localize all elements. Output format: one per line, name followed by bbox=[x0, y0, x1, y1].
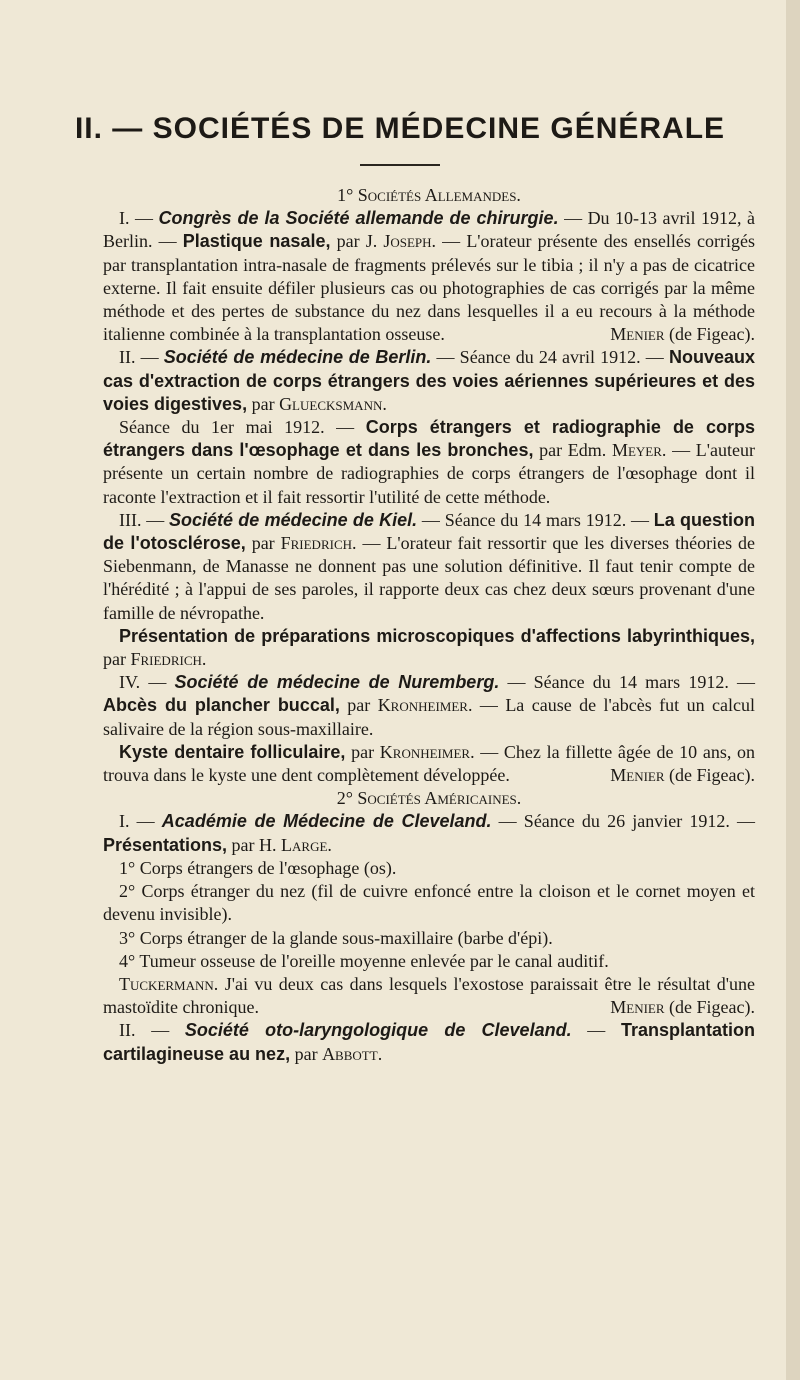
section-heading-german: 1° Sociétés Allemandes. bbox=[337, 185, 521, 205]
meeting-date: — Du 10-13 avril 1912, à Berlin. — bbox=[103, 208, 755, 252]
meeting-date: — Séance du 14 mars 1912. — bbox=[417, 509, 654, 530]
paragraph-tuckermann bbox=[103, 973, 755, 1019]
author-name: Kronheimer bbox=[379, 741, 471, 762]
topic-title: Plastique nasale, bbox=[182, 231, 331, 252]
topic-title: Abcès du plancher buccal, bbox=[103, 695, 340, 716]
article-body bbox=[103, 184, 755, 1066]
page-gutter bbox=[786, 0, 800, 1380]
list-item: 1° Corps étrangers de l'œsophage (os). bbox=[119, 857, 397, 878]
author-name: Tuckermann bbox=[119, 973, 214, 994]
entry-number: III. — bbox=[119, 509, 170, 530]
section-heading-american: 2° Sociétés Américaines. bbox=[336, 788, 522, 809]
topic-title: Corps étrangers et radiographie de corps étrangers dans l'œsophage et dans les bronches, bbox=[103, 417, 756, 461]
author-name: Abbott bbox=[322, 1043, 378, 1064]
topic-title: Nouveaux cas d'extraction de corps étrangers des voies aériennes supérieures et des voies digestives, bbox=[103, 347, 755, 414]
summary-text: . — L'auteur présente un certain nombre de radiographies de corps étrangers de l'œsophage dont il raconte l'extraction et il fait ressortir l'utilité de cette méthode. bbox=[103, 440, 755, 507]
entry-number: I. — bbox=[119, 811, 162, 832]
meeting-date: — Séance du 26 janvier 1912. — bbox=[491, 811, 755, 832]
list-item: 3° Corps étranger de la glande sous-maxillaire (barbe d'épi). bbox=[119, 927, 553, 948]
summary-text: . — L'orateur fait ressortir que les diverses théories de Siebenmann, de Manasse ne donnent pas une solution définitive. Il faut tenir compte de l'hérédité ; à l'appui de ses paroles, il rapporte deux cas chez deux sœurs provenant d'une famille de névropathe. bbox=[103, 533, 755, 623]
list-item: 4° Tumeur osseuse de l'oreille moyenne enlevée par le canal auditif. bbox=[119, 950, 609, 971]
society-name: Société de médecine de Kiel. bbox=[169, 509, 418, 530]
entry-number: I. — bbox=[119, 208, 159, 229]
paragraph-cleveland-academy: I. — Académie de Médecine de Cleveland. — Séance du 26 janvier 1912. — Présentations, par H. Large. bbox=[103, 811, 755, 855]
paragraph-congres-chirurgie: I. — Congrès de la Société allemande de chirurgie. — Du 10-13 avril 1912, à Berlin. — Plastique nasale, par J. Joseph. — L'orateur présente des ensellés corrigés par transplantation intra-nasale de fragments prélevés sur le tibia ; il n'y a pas de cicatrice externe. Il fait ensuite défiler plusieurs cas ou photographies de cas corrigés par la même méthode et des pertes de substance du nez dans lesquelles il a eu recours à la méthode italienne combinée à la transplantation osseuse. Menier (de Figeac). bbox=[103, 207, 755, 346]
list-item: 2° Corps étranger du nez (fil de cuivre enfoncé entre la cloison et le cornet moyen et devenu invisible). bbox=[103, 881, 755, 925]
entry-number: II. — bbox=[119, 347, 164, 368]
page-title: II. — SOCIÉTÉS DE MÉDECINE GÉNÉRALE bbox=[74, 112, 726, 145]
meeting-date: Séance du 1er mai 1912. — bbox=[119, 417, 366, 438]
author-name: Large bbox=[281, 834, 328, 855]
topic-title: Présentation de préparations microscopiques d'affections labyrinthiques, bbox=[119, 625, 755, 646]
author-name: Friedrich bbox=[130, 649, 202, 670]
author-name: Meyer bbox=[611, 440, 662, 461]
paragraph-nuremberg: IV. — Société de médecine de Nuremberg. — Séance du 14 mars 1912. — Abcès du plancher buccal, par Kronheimer. — La cause de l'abcès fut un calcul salivaire de la région sous-maxillaire. bbox=[103, 672, 755, 739]
paragraph-kyste: Kyste dentaire folliculaire, par Kronheimer. — Chez la fillette âgée de 10 ans, on trouva dans le kyste une dent complètement développée. Menier (de Figeac). bbox=[103, 741, 755, 787]
topic-title: Présentations, bbox=[103, 834, 228, 855]
society-name: Congrès de la Société allemande de chirurgie. bbox=[158, 208, 559, 229]
society-name: Société de médecine de Berlin. bbox=[163, 347, 432, 368]
meeting-date: — Séance du 14 mars 1912. — bbox=[499, 672, 755, 693]
summary-text: . — L'orateur présente des ensellés corrigés par transplantation intra-nasale de fragments prélevés sur le tibia ; il n'y a pas de cicatrice externe. Il fait ensuite défiler plusieurs cas ou photographies de cas corrigés par la même méthode et des pertes de substance du nez dans lesquelles il a eu recours à la méthode italienne combinée à la transplantation osseuse. bbox=[103, 231, 755, 345]
paragraph-kiel: III. — Société de médecine de Kiel. — Séance du 14 mars 1912. — La question de l'otosclérose, par Friedrich. — L'orateur fait ressortir que les diverses théories de Siebenmann, de Manasse ne donnent pas une solution définitive. Il faut tenir compte de l'hérédité ; à l'appui de ses paroles, il rapporte deux cas chez deux sœurs provenant d'une famille de névropathe. bbox=[103, 509, 755, 623]
signature: Menier (de Figeac). bbox=[610, 765, 755, 786]
summary-text: . J'ai vu deux cas dans lesquels l'exostose paraissait être le résultat d'une mastoïdite chronique. bbox=[103, 973, 755, 1018]
topic-title: La question de l'otosclérose, bbox=[103, 509, 755, 554]
author-name: Gluecksmann bbox=[279, 393, 383, 414]
society-name: Académie de Médecine de Cleveland. bbox=[161, 811, 492, 832]
summary-text: . — La cause de l'abcès fut un calcul salivaire de la région sous-maxillaire. bbox=[103, 695, 755, 739]
entry-number: II. — bbox=[119, 1020, 185, 1041]
topic-title: Transplantation cartilagineuse au nez, bbox=[103, 1020, 755, 1064]
paragraph-kiel-presentation: Présentation de préparations microscopiques d'affections labyrinthiques, par Friedrich. bbox=[103, 625, 755, 670]
summary-text: . — Chez la fillette âgée de 10 ans, on trouva dans le kyste une dent complètement développée. bbox=[103, 741, 756, 786]
signature: Menier (de Figeac). bbox=[610, 324, 755, 345]
society-name: Société oto-laryngologique de Cleveland. bbox=[184, 1020, 572, 1041]
topic-title: Kyste dentaire folliculaire, bbox=[119, 741, 346, 762]
signature: Menier (de Figeac). bbox=[610, 997, 755, 1018]
title-rule bbox=[360, 164, 440, 166]
paragraph-cleveland-otolaryngology: II. — Société oto-laryngologique de Cleveland. — Transplantation cartilagineuse au nez, par Abbott. bbox=[103, 1020, 755, 1064]
author-name: Joseph bbox=[383, 231, 432, 252]
paragraph-berlin-may: Séance du 1er mai 1912. — Corps étrangers et radiographie de corps étrangers dans l'œsophage et dans les bronches, par Edm. Meyer. — L'auteur présente un certain nombre de radiographies de corps étrangers de l'œsophage dont il raconte l'extraction et il fait ressortir l'utilité de cette méthode. bbox=[103, 417, 756, 507]
paragraph-berlin: II. — Société de médecine de Berlin. — Séance du 24 avril 1912. — Nouveaux cas d'extraction de corps étrangers des voies aériennes supérieures et des voies digestives, par Gluecksmann. bbox=[103, 347, 755, 414]
author-name: Friedrich bbox=[280, 533, 353, 554]
society-name: Société de médecine de Nuremberg. bbox=[174, 672, 500, 693]
entry-number: IV. — bbox=[119, 672, 175, 693]
meeting-date: — Séance du 24 avril 1912. — bbox=[431, 347, 669, 368]
author-name: Kronheimer bbox=[377, 695, 468, 716]
